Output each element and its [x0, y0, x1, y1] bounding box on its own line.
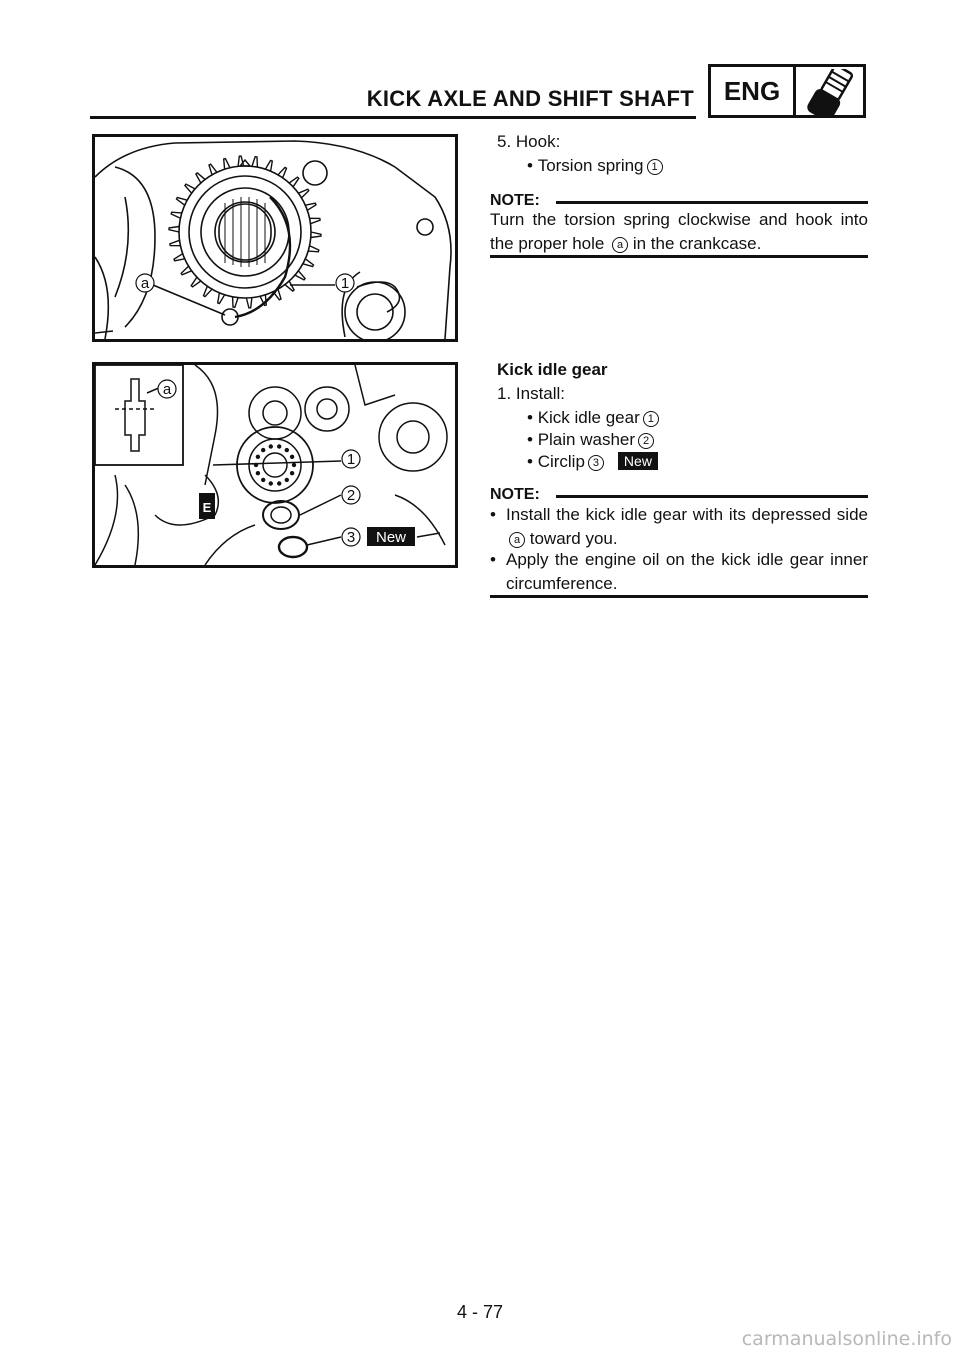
step5-heading: 5. Hook:: [497, 132, 561, 151]
page-number: 4 - 77: [456, 1302, 504, 1322]
gear-hole: [254, 463, 258, 467]
note-item-2: • Apply the engine oil on the kick idle gear inner circumference.: [490, 550, 868, 593]
header-rule: [90, 116, 696, 119]
gear-tooth: [170, 240, 181, 245]
gear-hole: [256, 471, 260, 475]
new-badge: New: [375, 529, 407, 546]
item-plain-washer: • Plain washer 2: [527, 428, 654, 452]
gear-tooth: [311, 232, 321, 238]
engine-oil-mark: E: [202, 500, 212, 515]
step5-note-text: Turn the torsion spring clockwise and hook into the proper hole a in the crankcase.: [490, 210, 868, 253]
note-rule: [556, 201, 868, 204]
gear-hole: [261, 478, 265, 482]
ref-circle: a: [509, 532, 525, 548]
gear-hole: [269, 481, 273, 485]
step1-heading: 1. Install:: [497, 384, 566, 403]
kick-idle-gear-figure: [92, 362, 458, 568]
gear-hole: [292, 463, 296, 467]
note-item-1: • Install the kick idle gear with its depressed side a toward you.: [490, 505, 868, 548]
new-badge: New: [618, 452, 658, 470]
gear-tooth: [169, 227, 179, 233]
section-tab: [708, 64, 866, 118]
gear-hole: [290, 471, 294, 475]
gear-hole: [269, 444, 273, 448]
note-rule: [556, 495, 868, 498]
ref-circle: 1: [647, 159, 663, 175]
step5-item-torsion-spring: • Torsion spring 1: [527, 154, 663, 178]
gear-tooth: [252, 157, 258, 168]
ref-circle: a: [612, 237, 628, 253]
callout-3: 3: [346, 529, 356, 546]
watermark: carmanualsonline.info: [741, 1328, 952, 1350]
gear-hole: [277, 481, 281, 485]
engine-bolt-icon: [797, 69, 861, 115]
note-label: NOTE:: [490, 486, 540, 503]
callout-2: 2: [346, 487, 356, 504]
note-end-rule: [490, 255, 868, 258]
section-label: ENG: [711, 67, 796, 115]
gear-hole: [290, 455, 294, 459]
torsion-spring-figure: [92, 134, 458, 342]
gear-tooth: [246, 298, 252, 308]
ref-circle: 3: [588, 455, 604, 471]
gear-hole: [285, 478, 289, 482]
gear-hole: [285, 448, 289, 452]
callout-a: a: [162, 381, 172, 398]
section-title: Kick idle gear: [497, 360, 608, 379]
gear-tooth: [233, 297, 239, 308]
page-title: KICK AXLE AND SHIFT SHAFT: [366, 86, 694, 111]
item-text: Torsion spring: [537, 156, 644, 175]
ref-circle: 2: [638, 433, 654, 449]
gear-hole: [277, 444, 281, 448]
item-kick-idle-gear: • Kick idle gear 1: [527, 406, 659, 430]
gear-hole: [261, 448, 265, 452]
callout-1: 1: [340, 275, 350, 292]
note-label: NOTE:: [490, 192, 540, 209]
gear-hole: [256, 455, 260, 459]
ref-circle: 1: [643, 411, 659, 427]
callout-1: 1: [346, 451, 356, 468]
item-circlip: • Circlip 3 New: [527, 450, 658, 474]
gear-tooth: [310, 218, 321, 223]
callout-a: a: [140, 275, 150, 292]
note-end-rule: [490, 595, 868, 598]
